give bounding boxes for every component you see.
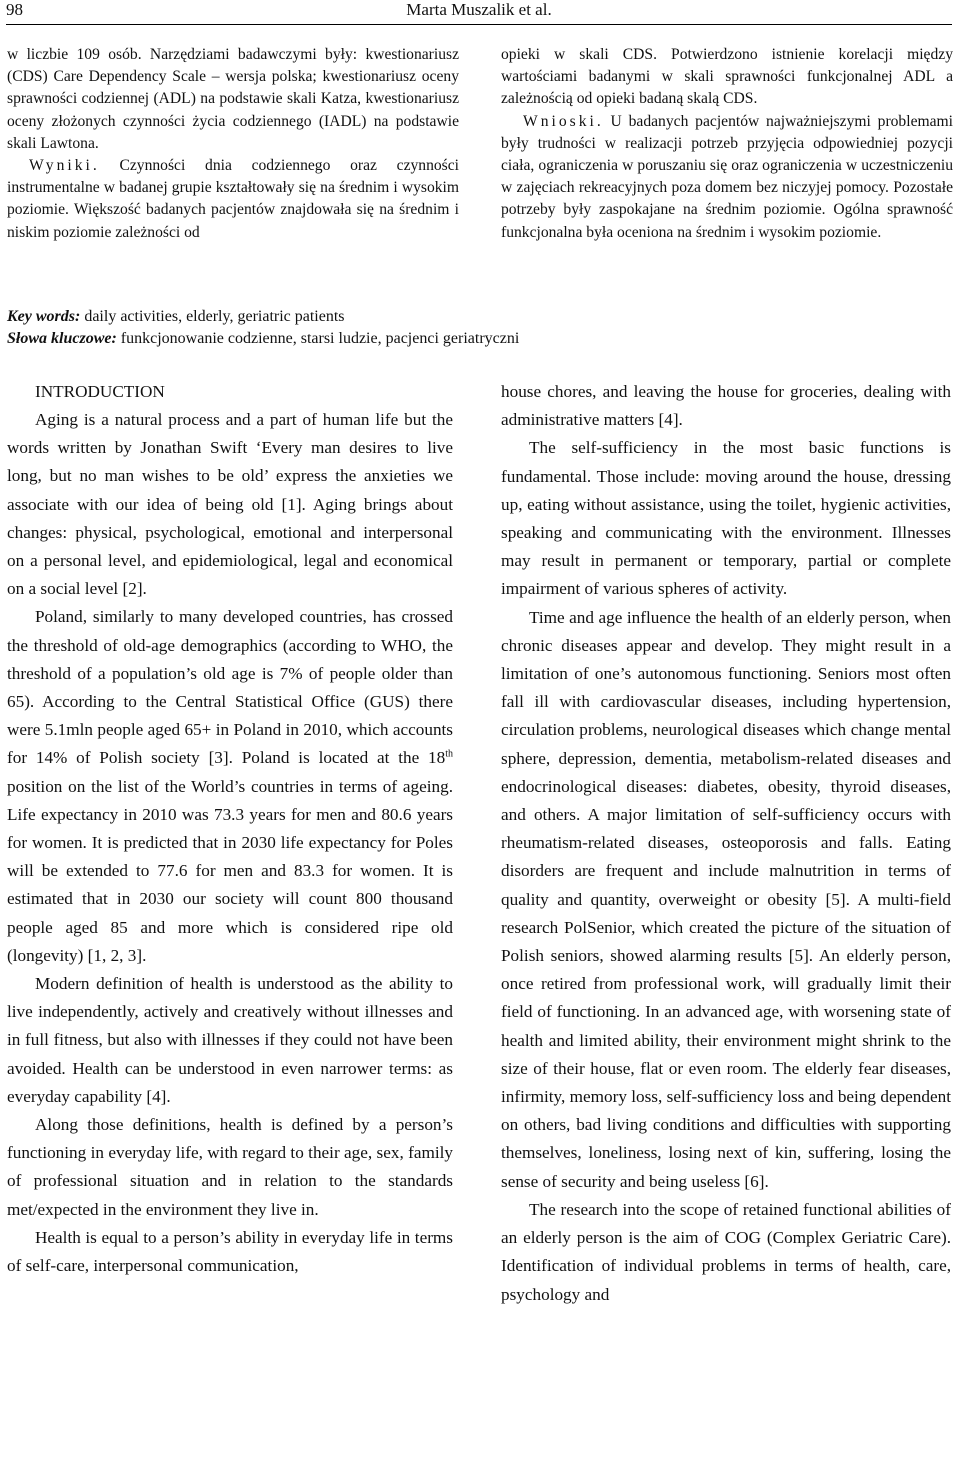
body-paragraph: The self-sufficiency in the most basic functions is fundamental. Those include: moving around the house, dressing up, eating without assistance, using the toilet, hygienic activities, speaking and communicating with the environment. Illnesses may result in permanent or temporary, partial or complete impairment of various spheres of activity.	[501, 438, 951, 599]
abstract-methods-text: w liczbie 109 osób. Narzędziami badawczymi były: kwestionariusz (CDS) Care Dependency Scale – wersja polska; kwestionariusz oceny sprawności codziennej (ADL) na podstawie skali Katza, kwestionariusz oceny złożonych czynności życia codziennego (IADL) na podstawie skali Lawtona.	[7, 46, 459, 152]
page-number: 98	[6, 0, 23, 19]
body-paragraph: Health is equal to a person’s ability in everyday life in terms of self-care, interpersonal communication,	[7, 1227, 453, 1276]
body-paragraph: Aging is a natural process and a part of human life but the words written by Jonathan Swift ‘Every man desires to live long, but no man wishes to be old’ express the anxieties we associate with our idea of being old [1]. Aging brings about changes: physical, psychological, emotional and interpersonal on a personal level, and epidemiological, legal and economical on a social level [2].	[7, 410, 453, 599]
keywords-en-text: daily activities, elderly, geriatric patients	[80, 308, 345, 325]
keywords-pl-label: Słowa kluczowe:	[7, 330, 117, 347]
body-paragraph	[7, 603, 453, 970]
conclusions-text: U badanych pacjentów najważniejszymi problemami były trudności w realizacji potrzeb przyjęcia odpowiedniej pozycji ciała, ograniczenia w poruszaniu się oraz ograniczenia w uczestniczeniu w zajęciach rekreacyjnych poza domem bez niczyjej pomocy. Pozostałe potrzeby były zaspokajane na średnim poziomie. Ogólna sprawność funkcjonalna była oceniona na średnim i wysokim poziomie.	[501, 112, 953, 241]
body-text: Poland, similarly to many developed countries, has crossed the threshold of old-age demographics (according to WHO, the threshold of a population’s old age is 7% of people older than 65). According to the Central Statistical Office (GUS) there were 5.1mln people aged 65+ in Poland in 2010, which accounts for 14% of Polish society [3]. Poland is located at the 18	[7, 607, 453, 768]
abstract-right-column	[501, 44, 953, 244]
running-header	[6, 0, 952, 25]
body-paragraph: Modern definition of health is understood as the ability to live independently, actively and creatively without illnesses and in full fitness, but also with illnesses if they could not have been avoided. Health can be understood in even narrower terms: as everyday capability [4].	[7, 974, 453, 1106]
body-paragraph: Time and age influence the health of an elderly person, when chronic diseases appear and develop. They might result in a limitation of one’s autonomous functioning. Seniors most often fall ill with cardiovascular diseases, including hypertension, circulation problems, neurological diseases which change mental sphere, depression, dementia, metabolism-related diseases and endocrinological diseases: diabetes, obesity, thyroid diseases, and others. A major limitation of self-sufficiency occurs with rheumatism-related diseases, osteoporosis and falls. Eating disorders are frequent and include malnutrition in terms of quality and quantity, overweight or obesity [5]. A multi-field research PolSenior, which created the picture of the situation of Polish seniors, showed alarming results [5]. An elderly person, once retired from professional work, will gradually limit their field of functioning. In an advanced age, with worsening state of health and limited ability, their environment might shrink to the size of their house, flat or even room. The elderly fear diseases, infirmity, memory loss, self-sufficiency loss and being dependent on others, bad living conditions and difficulties with supporting themselves, loneliness, losing next of kin, suffering, losing the sense of security and being useless [6].	[501, 607, 951, 1191]
results-text: Czynności dnia codziennego oraz czynności instrumentalne w badanej grupie kształtowały się na średnim i wysokim poziomie. Większość badanych pacjentów znajdowała się na średnim i niskim poziomie zależności od	[7, 157, 459, 241]
superscript: th	[445, 748, 453, 760]
abstract-conclusions-paragraph	[501, 111, 953, 244]
abstract-results-paragraph	[7, 155, 459, 244]
keywords-pl-text: funkcjonowanie codzienne, starsi ludzie, pacjenci geriatryczni	[116, 330, 520, 347]
keywords-block	[7, 306, 519, 350]
body-paragraph: house chores, and leaving the house for groceries, dealing with administrative matters [4].	[501, 382, 951, 430]
abstract-continuation-text: opieki w skali CDS. Potwierdzono istnienie korelacji między wartościami badanymi w skali sprawności funkcjonalnej ADL a zależnością od opieki badaną skalą CDS.	[501, 46, 953, 108]
keywords-en	[7, 306, 519, 328]
abstract-left-column	[7, 44, 459, 244]
keywords-en-label: Key words:	[7, 308, 81, 325]
keywords-pl	[7, 328, 519, 350]
body-left-column	[7, 378, 453, 1280]
body-right-column	[501, 378, 951, 1309]
body-text: position on the list of the World’s countries in terms of ageing. Life expectancy in 2010 was 73.3 years for men and 80.6 years for women. It is predicted that in 2030 life expectancy for Poles will be extended to 77.6 for men and 83.3 for women. It is estimated that in 2030 our society will count 800 thousand people aged 85 and more which is considered ripe old (longevity) [1, 2, 3].	[7, 776, 453, 965]
body-paragraph: The research into the scope of retained functional abilities of an elderly person is the aim of COG (Complex Geriatric Care). Identification of individual problems in terms of health, care, psychology and	[501, 1199, 951, 1304]
conclusions-label: Wnioski.	[523, 112, 604, 130]
section-heading: INTRODUCTION	[35, 382, 165, 401]
running-authors: Marta Muszalik et al.	[406, 0, 552, 19]
body-paragraph: Along those definitions, health is defined by a person’s functioning in everyday life, with regard to their age, sex, family of professional situation and in relation to the standards met/expected in the environment they live in.	[7, 1115, 453, 1219]
results-label: Wyniki.	[29, 157, 100, 175]
